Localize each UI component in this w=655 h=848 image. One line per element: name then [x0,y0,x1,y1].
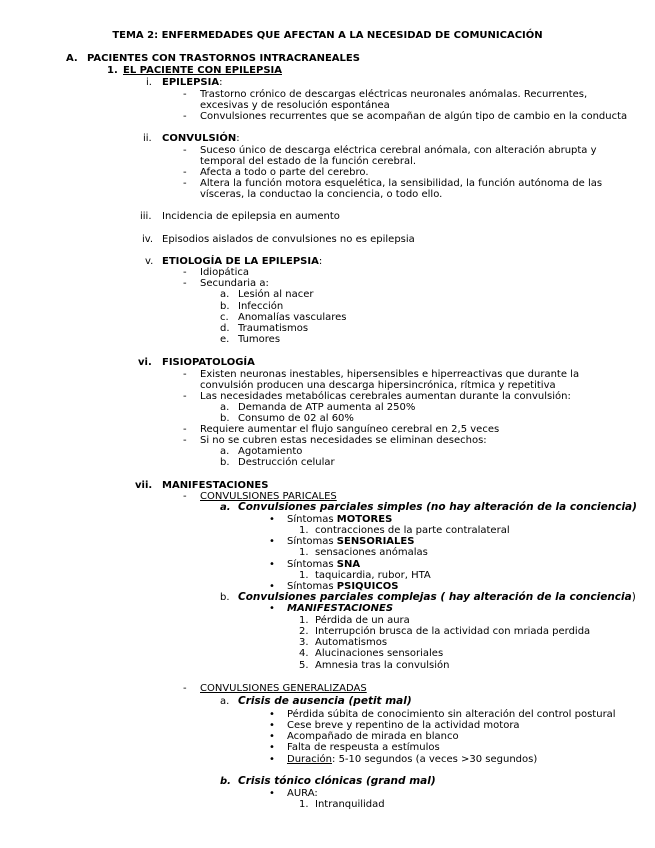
list-item: Existen neuronas inestables, hipersensibles e hiperreactivas que durante la [200,369,580,380]
dash-icon: - [183,424,187,435]
dash-icon: - [183,435,187,446]
list-item: Altera la función motora esquelética, la sensibilidad, la función autónoma de las [200,178,603,189]
number-marker: 5. [299,660,309,671]
letter-marker: b. [220,301,230,312]
list-item: Idiopática [200,267,249,278]
bullet-icon: • [269,559,275,570]
roman-ii-colon: : [236,133,240,144]
letter-marker: c. [220,312,229,323]
roman-vii-heading: MANIFESTACIONES [162,480,269,491]
list-item: Traumatismos [238,323,309,334]
bullet-icon: • [269,536,275,547]
dash-icon: - [183,391,187,402]
roman-iv-text: Episodios aislados de convulsiones no es epilepsia [162,234,415,245]
list-item: Acompañado de mirada en blanco [287,731,459,742]
roman-vi-heading: FISIOPATOLOGÍA [162,357,255,368]
dash-icon: - [183,145,187,156]
letter-marker: a. [220,696,230,707]
dash-icon: - [183,89,187,100]
symptom-line [287,559,360,570]
duration-label: Duración [287,754,333,765]
bullet-icon: • [269,754,275,765]
symptom-prefix: Síntomas [287,581,334,592]
letter-marker: d. [220,323,230,334]
bullet-icon: • [269,603,275,614]
list-item: Automatismos [315,637,388,648]
dash-icon: - [183,369,187,380]
duration-value: : 5-10 segundos (a veces >30 segundos) [332,754,538,765]
symptom-prefix: Síntomas [287,536,334,547]
list-item: Anomalías vasculares [238,312,347,323]
list-item: Consumo de 02 al 60% [238,413,354,424]
list-item: Destrucción celular [238,457,335,468]
roman-i-heading-line [162,77,222,88]
section-a-heading: PACIENTES CON TRASTORNOS INTRACRANEALES [87,53,360,64]
number-marker: 2. [299,626,309,637]
list-item: Falta de respeusta a estímulos [287,742,440,753]
symptom-type: MOTORES [336,514,393,525]
crisis-ausencia-heading: Crisis de ausencia (petit mal) [238,695,412,707]
list-item: taquicardia, rubor, HTA [315,570,431,581]
aura-label: AURA: [287,788,318,799]
letter-marker: a. [220,502,231,513]
roman-v-marker: v. [145,256,154,267]
page-title: TEMA 2: ENFERMEDADES QUE AFECTAN A LA NECESIDAD DE COMUNICACIÓN [112,30,543,41]
subsection-1-heading: EL PACIENTE CON EPILEPSIA [123,65,282,76]
bullet-icon: • [269,709,275,720]
list-item: Requiere aumentar el flujo sanguíneo cerebral en 2,5 veces [200,424,500,435]
number-marker: 4. [299,648,309,659]
list-item: Afecta a todo o parte del cerebro. [200,167,369,178]
number-marker: 1. [299,570,309,581]
number-marker: 3. [299,637,309,648]
parciales-heading: CONVULSIONES PARICALES [200,491,337,502]
roman-ii-heading: CONVULSIÓN [162,133,237,144]
list-item: excesivas y de resolución espontánea [200,100,390,111]
list-item: Trastorno crónico de descargas eléctricas neuronales anómalas. Recurrentes, [200,89,588,100]
list-item: Pérdida súbita de conocimiento sin alteración del control postural [287,709,616,720]
list-item: Pérdida de un aura [315,615,410,626]
list-item: Intranquilidad [315,799,385,810]
number-marker: 1. [299,547,309,558]
symptom-type: PSIQUICOS [336,581,399,592]
letter-marker: e. [220,334,230,345]
roman-i-colon: : [219,77,223,88]
list-item: Infección [238,301,284,312]
duration-line [287,754,537,765]
roman-ii-marker: ii. [143,133,152,144]
bullet-icon: • [269,742,275,753]
dash-icon: - [183,178,187,189]
number-marker: 1. [299,525,309,536]
symptom-prefix: Síntomas [287,559,334,570]
list-item: Lesión al nacer [238,289,314,300]
roman-vi-marker: vi. [138,357,152,368]
dash-icon: - [183,491,187,502]
symptom-type: SENSORIALES [336,536,415,547]
list-item: Amnesia tras la convulsión [315,660,450,671]
list-item: Convulsiones recurrentes que se acompañan de algún tipo de cambio en la conducta [200,111,628,122]
letter-marker: a. [220,446,230,457]
list-item: sensaciones anómalas [315,547,428,558]
list-item: Las necesidades metabólicas cerebrales aumentan durante la convulsión: [200,391,571,402]
list-item: Suceso único de descarga eléctrica cerebral anómala, con alteración abrupta y [200,145,597,156]
letter-marker: a. [220,289,230,300]
letter-marker: b. [220,592,230,603]
list-item: Cese breve y repentino de la actividad motora [287,720,520,731]
roman-v-heading: ETIOLOGÍA DE LA EPILEPSIA [162,256,319,267]
dash-icon: - [183,167,187,178]
list-item: vísceras, la conductao la conciencia, o todo ello. [200,189,443,200]
bullet-icon: • [269,788,275,799]
roman-iv-marker: iv. [142,234,154,245]
closing-paren: ) [631,591,636,603]
list-item: Tumores [238,334,281,345]
roman-ii-heading-line [162,133,240,144]
section-a-marker: A. [66,53,78,64]
number-marker: 1. [299,799,309,810]
list-item: temporal del estado de la función cerebral. [200,156,417,167]
bullet-icon: • [269,514,275,525]
number-marker: 1. [299,615,309,626]
parciales-simples-heading: Convulsiones parciales simples (no hay alteración de la conciencia) [238,501,637,513]
list-item: contracciones de la parte contralateral [315,525,510,536]
symptom-line [287,536,414,547]
subsection-1-marker: 1. [107,65,118,76]
bullet-icon: • [269,720,275,731]
letter-marker: b. [220,413,230,424]
letter-marker: a. [220,402,230,413]
dash-icon: - [183,111,187,122]
list-item: Secundaria a: [200,278,269,289]
roman-vii-marker: vii. [135,480,153,491]
letter-marker: b. [220,776,231,787]
list-item: Si no se cubren estas necesidades se eliminan desechos: [200,435,487,446]
list-item: convulsión producen una descarga hipersincrónica, rítmica y repetitiva [200,380,556,391]
roman-v-colon: : [318,256,323,267]
parciales-complejas-line [238,592,636,603]
parciales-complejas-heading: Convulsiones parciales complejas ( hay alteración de la conciencia [238,591,632,603]
bullet-icon: • [269,581,275,592]
symptom-prefix: Síntomas [287,514,334,525]
list-item: Agotamiento [238,446,303,457]
list-item: Interrupción brusca de la actividad con mriada perdida [315,626,591,637]
roman-iii-text: Incidencia de epilepsia en aumento [162,211,340,222]
roman-i-marker: i. [146,77,152,88]
bullet-icon: • [269,731,275,742]
dash-icon: - [183,278,187,289]
roman-i-heading: EPILEPSIA [162,77,220,88]
list-item: Alucinaciones sensoriales [315,648,444,659]
list-item: Demanda de ATP aumenta al 250% [238,402,416,413]
symptom-line [287,514,392,525]
dash-icon: - [183,267,187,278]
dash-icon: - [183,683,187,694]
roman-v-heading-line [162,256,322,267]
manifestaciones-subheading: MANIFESTACIONES [287,603,394,614]
generalizadas-heading: CONVULSIONES GENERALIZADAS [200,683,367,694]
crisis-tonico-clonicas-heading: Crisis tónico clónicas (grand mal) [238,775,436,787]
roman-iii-marker: iii. [140,211,152,222]
symptom-type: SNA [336,559,361,570]
letter-marker: b. [220,457,230,468]
